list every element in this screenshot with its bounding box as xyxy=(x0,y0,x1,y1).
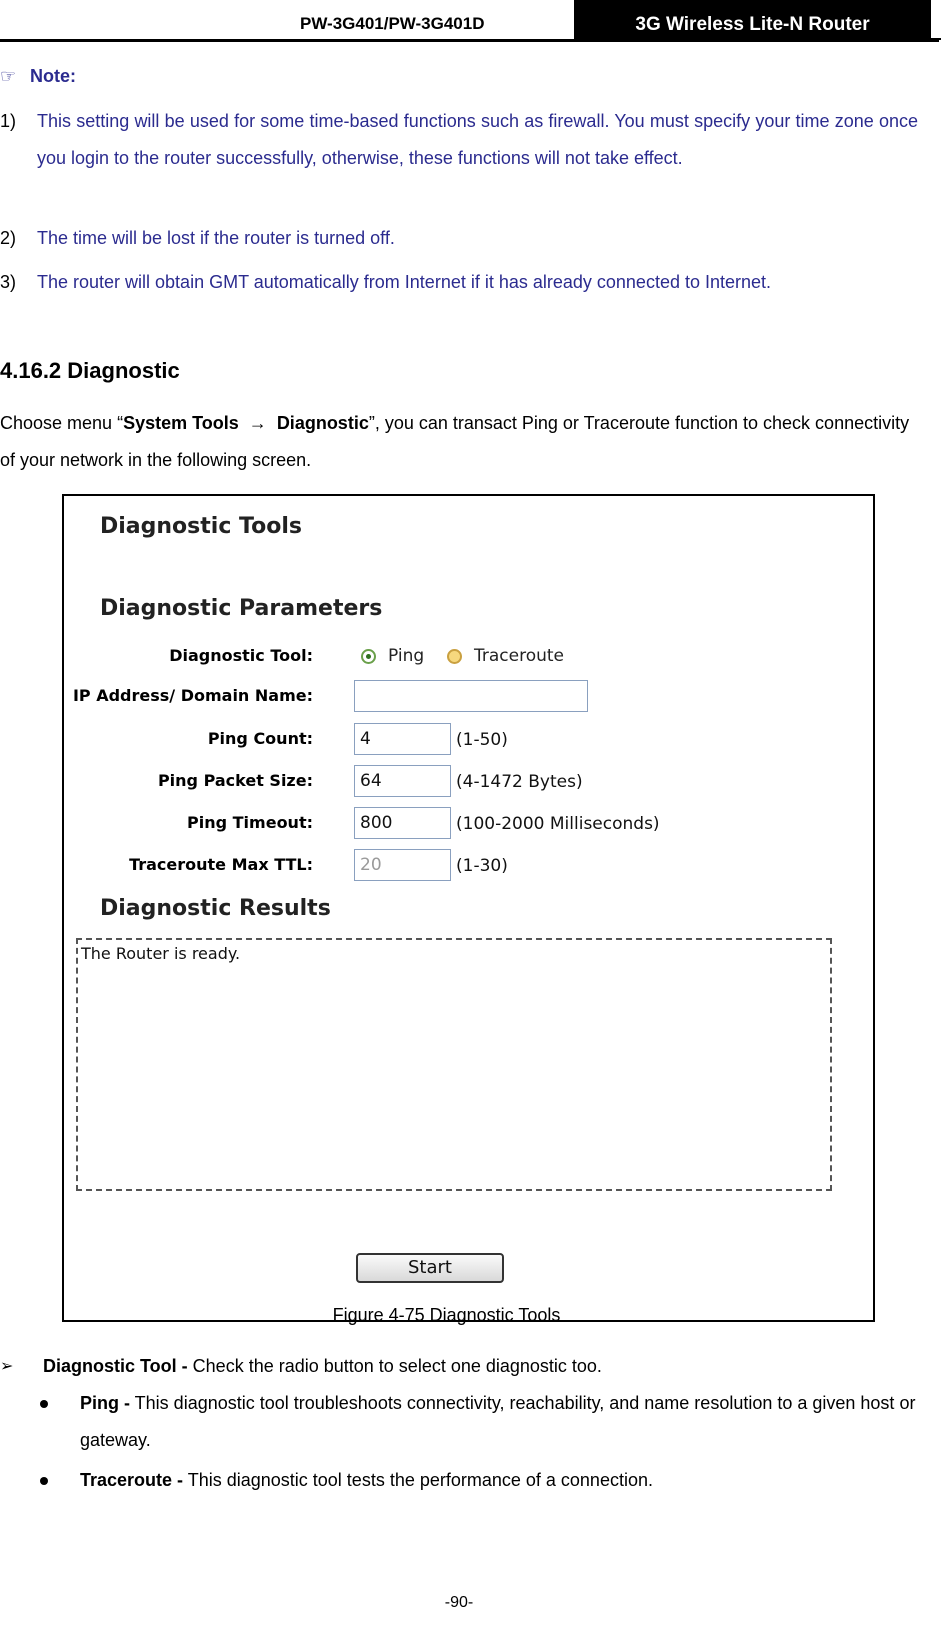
ping-packet-size-label: Ping Packet Size: xyxy=(157,771,313,790)
menu-system-tools: System Tools xyxy=(123,413,239,433)
note-item-number: 1) xyxy=(0,111,17,131)
note-item xyxy=(0,264,918,301)
bullet-traceroute xyxy=(40,1462,918,1499)
figure-caption: Figure 4-75 Diagnostic Tools xyxy=(332,1305,561,1325)
page-number: -90- xyxy=(444,1594,474,1611)
page-header xyxy=(0,0,947,44)
start-button[interactable]: Start xyxy=(356,1253,504,1283)
ping-packet-size-input[interactable]: 64 xyxy=(354,765,451,797)
traceroute-radio-label: Traceroute xyxy=(474,646,565,666)
note-item xyxy=(0,103,918,177)
ping-count-input[interactable]: 4 xyxy=(354,723,451,755)
pointing-hand-icon: ☞ xyxy=(0,66,17,86)
results-heading: Diagnostic Results xyxy=(100,896,331,921)
header-rule xyxy=(0,39,939,42)
menu-diagnostic: Diagnostic xyxy=(276,413,369,433)
traceroute-max-ttl-label: Traceroute Max TTL: xyxy=(129,855,313,874)
note-item xyxy=(0,220,918,257)
ping-timeout-input[interactable]: 800 xyxy=(354,807,451,839)
bullet-diagnostic-tool xyxy=(0,1348,918,1385)
traceroute-radio[interactable] xyxy=(447,649,462,664)
arrowhead-bullet-icon: ➢ xyxy=(0,1358,14,1375)
header-product-tab: 3G Wireless Lite-N Router xyxy=(574,0,931,42)
ping-timeout-label: Ping Timeout: xyxy=(187,813,313,832)
bullet-description: This diagnostic tool tests the performance of a connection. xyxy=(183,1470,653,1490)
diagnostic-tools-screenshot xyxy=(62,494,875,1322)
ip-address-input[interactable] xyxy=(354,680,588,712)
bullet-term: Traceroute - xyxy=(80,1470,184,1490)
header-rule-tick xyxy=(931,38,941,40)
traceroute-max-ttl-hint: (1-30) xyxy=(456,856,508,876)
menu-arrow-icon: → xyxy=(248,413,267,433)
section-intro xyxy=(0,405,918,479)
bullet-description: Check the radio button to select one diagnostic too. xyxy=(187,1356,602,1376)
ping-radio[interactable] xyxy=(361,649,376,664)
note-item-number: 2) xyxy=(0,228,17,248)
bullet-term: Diagnostic Tool - xyxy=(43,1356,188,1376)
traceroute-max-ttl-input[interactable]: 20 xyxy=(354,849,451,881)
diagnostic-tool-label: Diagnostic Tool: xyxy=(169,646,313,665)
round-bullet-icon xyxy=(40,1477,48,1485)
intro-text-end: ”, you can transact Ping or Traceroute function to check connectivity of your network in the following screen. xyxy=(0,413,910,470)
note-item-text: The time will be lost if the router is turned off. xyxy=(37,228,395,248)
screen-title: Diagnostic Tools xyxy=(100,514,302,539)
header-model: PW-3G401/PW-3G401D xyxy=(300,14,485,33)
bullet-ping xyxy=(40,1385,918,1459)
ip-address-label: IP Address/ Domain Name: xyxy=(72,686,313,705)
section-heading: 4.16.2 Diagnostic xyxy=(0,358,180,383)
ping-count-hint: (1-50) xyxy=(456,730,508,750)
note-label: Note: xyxy=(30,66,76,86)
ping-packet-size-hint: (4-1472 Bytes) xyxy=(456,772,583,792)
note-item-number: 3) xyxy=(0,272,17,292)
ping-count-label: Ping Count: xyxy=(207,729,313,748)
bullet-term: Ping - xyxy=(80,1393,130,1413)
note-item-text: The router will obtain GMT automatically from Internet if it has already connected to Internet. xyxy=(37,272,772,292)
results-textarea[interactable]: The Router is ready. xyxy=(76,938,832,1191)
bullet-description: This diagnostic tool troubleshoots connectivity, reachability, and name resolution to a given host or gateway. xyxy=(80,1393,916,1450)
round-bullet-icon xyxy=(40,1400,48,1408)
params-heading: Diagnostic Parameters xyxy=(100,596,383,621)
ping-radio-label: Ping xyxy=(388,646,425,666)
intro-text-start: Choose menu “ xyxy=(0,413,124,433)
note-heading xyxy=(0,66,76,87)
ping-timeout-hint: (100-2000 Milliseconds) xyxy=(456,814,660,834)
note-item-text: This setting will be used for some time-based functions such as firewall. You must specify your time zone once you login to the router successfully, otherwise, these functions will not take effect. xyxy=(37,111,918,168)
